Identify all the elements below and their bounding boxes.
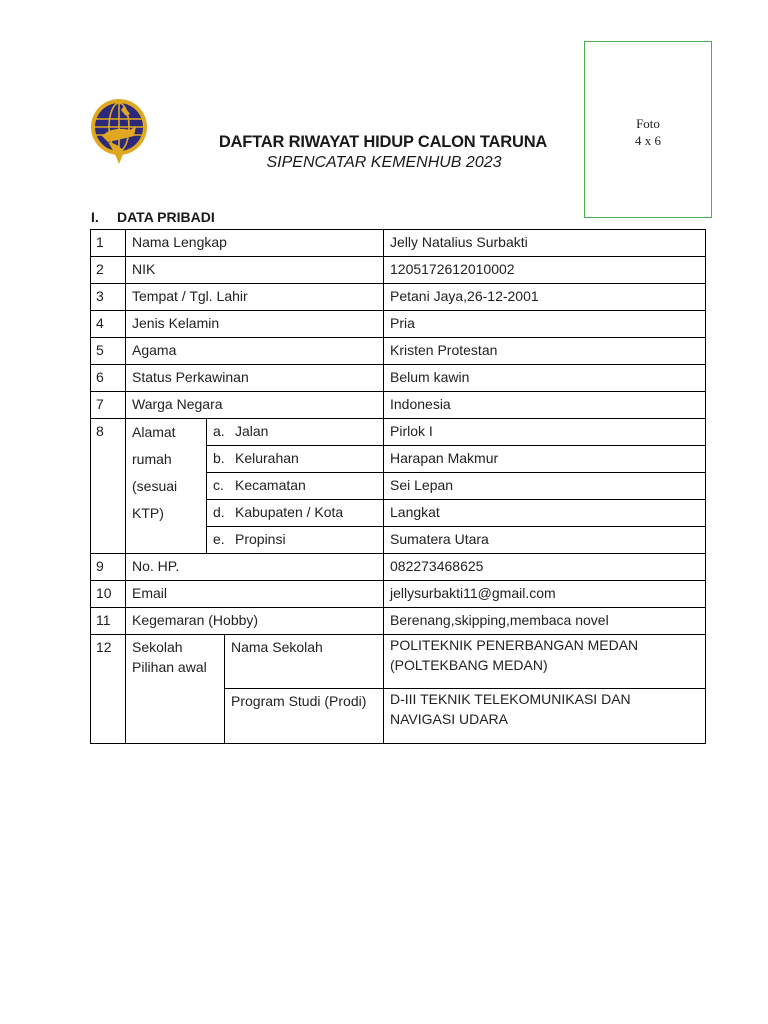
- row-label: No. HP.: [126, 554, 384, 581]
- photo-label: Foto: [636, 116, 660, 131]
- row-number: 9: [91, 554, 126, 581]
- address-label-line: KTP): [132, 505, 164, 521]
- address-item-label: [207, 419, 384, 446]
- row-value: Indonesia: [384, 392, 706, 419]
- row-value: Pria: [384, 311, 706, 338]
- row-value: Jelly Natalius Surbakti: [384, 230, 706, 257]
- row-number: 3: [91, 284, 126, 311]
- row-label: Agama: [126, 338, 384, 365]
- address-item-value: Langkat: [384, 500, 706, 527]
- row-label: Status Perkawinan: [126, 365, 384, 392]
- row-label: Tempat / Tgl. Lahir: [126, 284, 384, 311]
- table-row: [91, 230, 706, 257]
- document-subtitle: SIPENCATAR KEMENHUB 2023: [266, 154, 502, 171]
- section-number: I.: [91, 209, 99, 225]
- section-heading: [91, 209, 215, 225]
- row-label: NIK: [126, 257, 384, 284]
- row-label: Kegemaran (Hobby): [126, 608, 384, 635]
- table-row: [91, 338, 706, 365]
- table-row: [91, 635, 706, 689]
- row-label: Nama Lengkap: [126, 230, 384, 257]
- table-row: [91, 257, 706, 284]
- prodi-value: [384, 689, 706, 744]
- row-value: 082273468625: [384, 554, 706, 581]
- row-value: Belum kawin: [384, 365, 706, 392]
- table-row: [91, 608, 706, 635]
- row-value: Kristen Protestan: [384, 338, 706, 365]
- school-choice-label: [126, 635, 225, 744]
- section-title: DATA PRIBADI: [117, 209, 215, 225]
- row-value: 1205172612010002: [384, 257, 706, 284]
- list-letter: c.: [213, 477, 224, 493]
- address-item-text: Kabupaten / Kota: [235, 504, 344, 520]
- school-name-label: Nama Sekolah: [225, 635, 384, 689]
- address-label-line: Alamat: [132, 424, 176, 440]
- school-name-line2: (POLTEKBANG MEDAN): [390, 657, 548, 673]
- row-value: Berenang,skipping,membaca novel: [384, 608, 706, 635]
- row-number: 2: [91, 257, 126, 284]
- prodi-label: Program Studi (Prodi): [225, 689, 384, 744]
- row-label: Jenis Kelamin: [126, 311, 384, 338]
- address-item-value: Harapan Makmur: [384, 446, 706, 473]
- row-number: 6: [91, 365, 126, 392]
- table-row: [91, 284, 706, 311]
- table-row: [91, 554, 706, 581]
- photo-placeholder: [584, 41, 712, 218]
- list-letter: d.: [213, 504, 225, 520]
- prodi-line1: D-III TEKNIK TELEKOMUNIKASI DAN: [390, 691, 631, 707]
- row-value: Petani Jaya,26-12-2001: [384, 284, 706, 311]
- row-number: 12: [91, 635, 126, 744]
- row-value: jellysurbakti11@gmail.com: [384, 581, 706, 608]
- address-item-value: Sei Lepan: [384, 473, 706, 500]
- school-name-value: [384, 635, 706, 689]
- row-number: 1: [91, 230, 126, 257]
- list-letter: b.: [213, 450, 225, 466]
- address-item-value: Pirlok I: [384, 419, 706, 446]
- address-item-label: [207, 446, 384, 473]
- address-item-text: Kelurahan: [235, 450, 299, 466]
- address-item-label: [207, 527, 384, 554]
- address-label: [126, 419, 207, 554]
- row-label: Email: [126, 581, 384, 608]
- row-label: Warga Negara: [126, 392, 384, 419]
- school-choice-line1: Sekolah: [132, 639, 183, 655]
- address-item-label: [207, 500, 384, 527]
- photo-size: 4 x 6: [635, 133, 661, 148]
- table-row: [91, 419, 706, 446]
- address-label-line: rumah: [132, 451, 172, 467]
- address-item-text: Jalan: [235, 423, 269, 439]
- row-number: 7: [91, 392, 126, 419]
- table-row: [91, 311, 706, 338]
- school-name-line1: POLITEKNIK PENERBANGAN MEDAN: [390, 637, 639, 653]
- list-letter: e.: [213, 531, 225, 547]
- address-label-line: (sesuai: [132, 478, 178, 494]
- address-item-text: Propinsi: [235, 531, 286, 547]
- row-number: 10: [91, 581, 126, 608]
- row-number: 5: [91, 338, 126, 365]
- row-number: 11: [91, 608, 126, 635]
- document-title: DAFTAR RIWAYAT HIDUP CALON TARUNA: [218, 133, 548, 151]
- school-choice-line2: Pilihan awal: [132, 659, 207, 675]
- list-letter: a.: [213, 423, 225, 439]
- row-number: 4: [91, 311, 126, 338]
- row-number: 8: [91, 419, 126, 554]
- table-row: [91, 392, 706, 419]
- prodi-line2: NAVIGASI UDARA: [390, 711, 508, 727]
- table-row: [91, 365, 706, 392]
- address-item-value: Sumatera Utara: [384, 527, 706, 554]
- address-item-label: [207, 473, 384, 500]
- personal-data-table: [90, 229, 706, 744]
- address-item-text: Kecamatan: [235, 477, 306, 493]
- table-row: [91, 581, 706, 608]
